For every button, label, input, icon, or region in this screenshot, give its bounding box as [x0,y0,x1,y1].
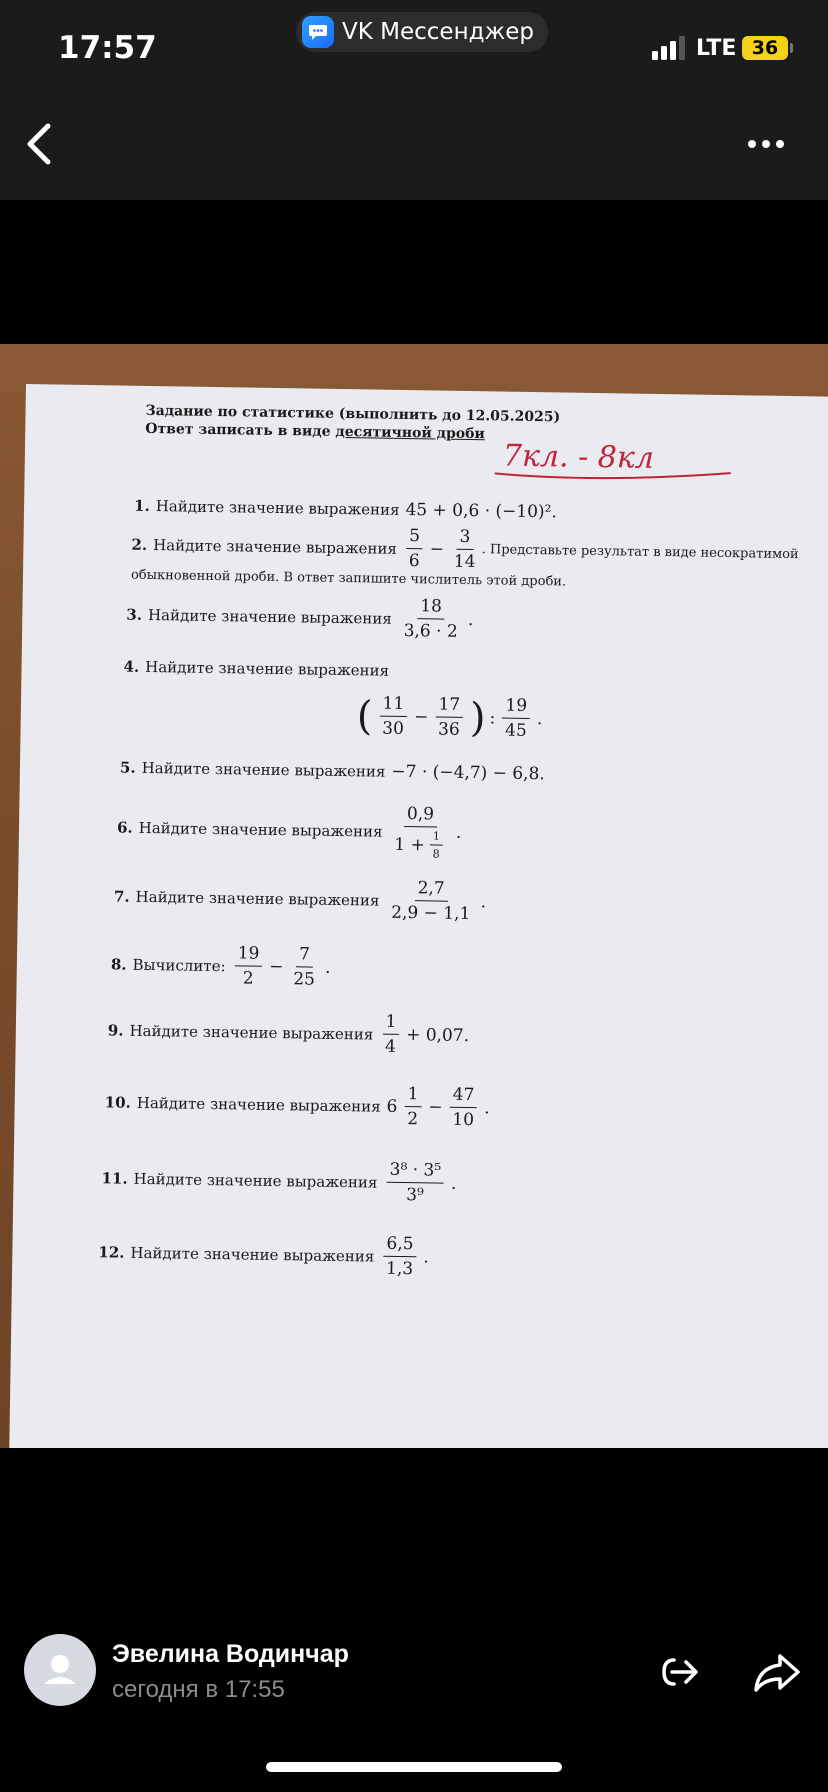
fraction: 0,9 1 + $\frac{1}{8}$ [391,804,449,861]
app-indicator-pill[interactable] [296,12,548,52]
person-icon [24,1634,96,1706]
fraction: $\frac{7}{25}$ [293,944,316,990]
fraction: $\frac{1}{2}$ [404,1084,422,1129]
cellular-signal-icon [652,36,690,60]
task-1-expression: 45 + 0,6 · (−10)². [405,499,558,523]
fraction: $\frac{17}{36}$ [435,694,463,739]
fraction: $\frac{18}{3,6 \cdot 2}$ [403,596,458,642]
underlined-phrase: десятичной дроби [335,423,486,443]
task-6: 6. Найдите значение выражения 0,9 1 + $\frac{1}{8}$ . [116,804,462,861]
clock: 17:57 [58,30,157,66]
avatar[interactable] [24,1634,96,1706]
battery-tip [790,43,793,53]
fraction: $\frac{19}{45}$ [502,696,530,741]
task-4: 4. Найдите значение выражения [123,657,390,680]
task-5-expression: −7 · (−4,7) − 6,8. [391,761,545,785]
status-bar [0,0,828,88]
worksheet-paper [9,384,828,1448]
vk-messenger-icon [302,16,334,48]
fraction: $\frac{47}{10}$ [449,1085,477,1130]
fraction: $\frac{3}{14}$ [453,526,476,573]
task-4-expression: ( $\frac{11}{30}$ − $\frac{17}{36}$ ) : $\frac{19}{45}$ . [356,692,543,741]
fraction: $\frac{1}{4}$ [382,1012,400,1057]
task-3: 3. Найдите значение выражения $\frac{18}{3,6 \cdot 2}$ . [126,596,474,642]
viewer-top-bar [0,88,828,200]
task-2: 2. Найдите значение выражения $\frac{5}{6}$ − $\frac{3}{14}$ . Представьте результат в виде несократимой [131,526,799,573]
header-line-1: Задание по статистике (выполнить до 12.05.2025) [145,402,561,426]
fraction: $\frac{19}{2}$ [234,943,262,988]
network-type: LTE [696,36,737,61]
task-5: 5. Найдите значение выражения −7 · (−4,7) − 6,8. [119,758,545,785]
home-indicator[interactable] [266,1762,562,1772]
fraction: $\frac{2,7}{2,9 - 1,1}$ [391,878,471,925]
sender-name[interactable]: Эвелина Водинчар [112,1640,349,1668]
battery-level: 36 [751,37,779,59]
task-7: 7. Найдите значение выражения $\frac{2,7}{2,9 - 1,1}$ . [113,878,487,925]
task-1: 1. Найдите значение выражения 45 + 0,6 · (−10)². [133,496,558,523]
fraction: $\frac{5}{6}$ [406,526,424,571]
back-chevron-icon[interactable] [20,120,60,168]
svg-text:7кл. - 8кл: 7кл. - 8кл [502,438,655,476]
header-line-2: Ответ записать в виде десятичной дроби [145,420,486,443]
forward-to-chat-icon[interactable] [656,1648,704,1696]
task-9: 9. Найдите значение выражения $\frac{1}{4}$ + 0,07. [107,1011,470,1057]
task-12: 12. Найдите значение выражения $\frac{6,5}{1,3}$ . [98,1233,429,1280]
share-icon[interactable] [752,1648,802,1696]
battery-icon [742,36,788,60]
fraction: $\frac{11}{30}$ [379,694,407,739]
more-options-icon[interactable] [748,140,784,148]
task-2-continuation: обыкновенной дроби. В ответ запишите числитель этой дроби. [130,567,567,590]
task-8: 8. Вычислите: $\frac{19}{2}$ − $\frac{7}{25}$ . [110,943,331,990]
photo-viewer-image[interactable] [0,344,828,1448]
app-label: VK Мессенджер [342,19,534,45]
task-11: 11. Найдите значение выражения $\frac{\text{3⁸ · 3⁵}}{\text{3⁹}}$ . [101,1159,457,1206]
message-timestamp: сегодня в 17:55 [112,1676,285,1703]
fraction: $\frac{\text{3⁸ · 3⁵}}{\text{3⁹}}$ [386,1160,444,1206]
fraction: $\frac{6,5}{1,3}$ [383,1234,417,1280]
task-10: 10. Найдите значение выражения 6 $\frac{1}{2}$ − $\frac{47}{10}$ . [104,1084,490,1131]
handwritten-note [494,429,735,493]
